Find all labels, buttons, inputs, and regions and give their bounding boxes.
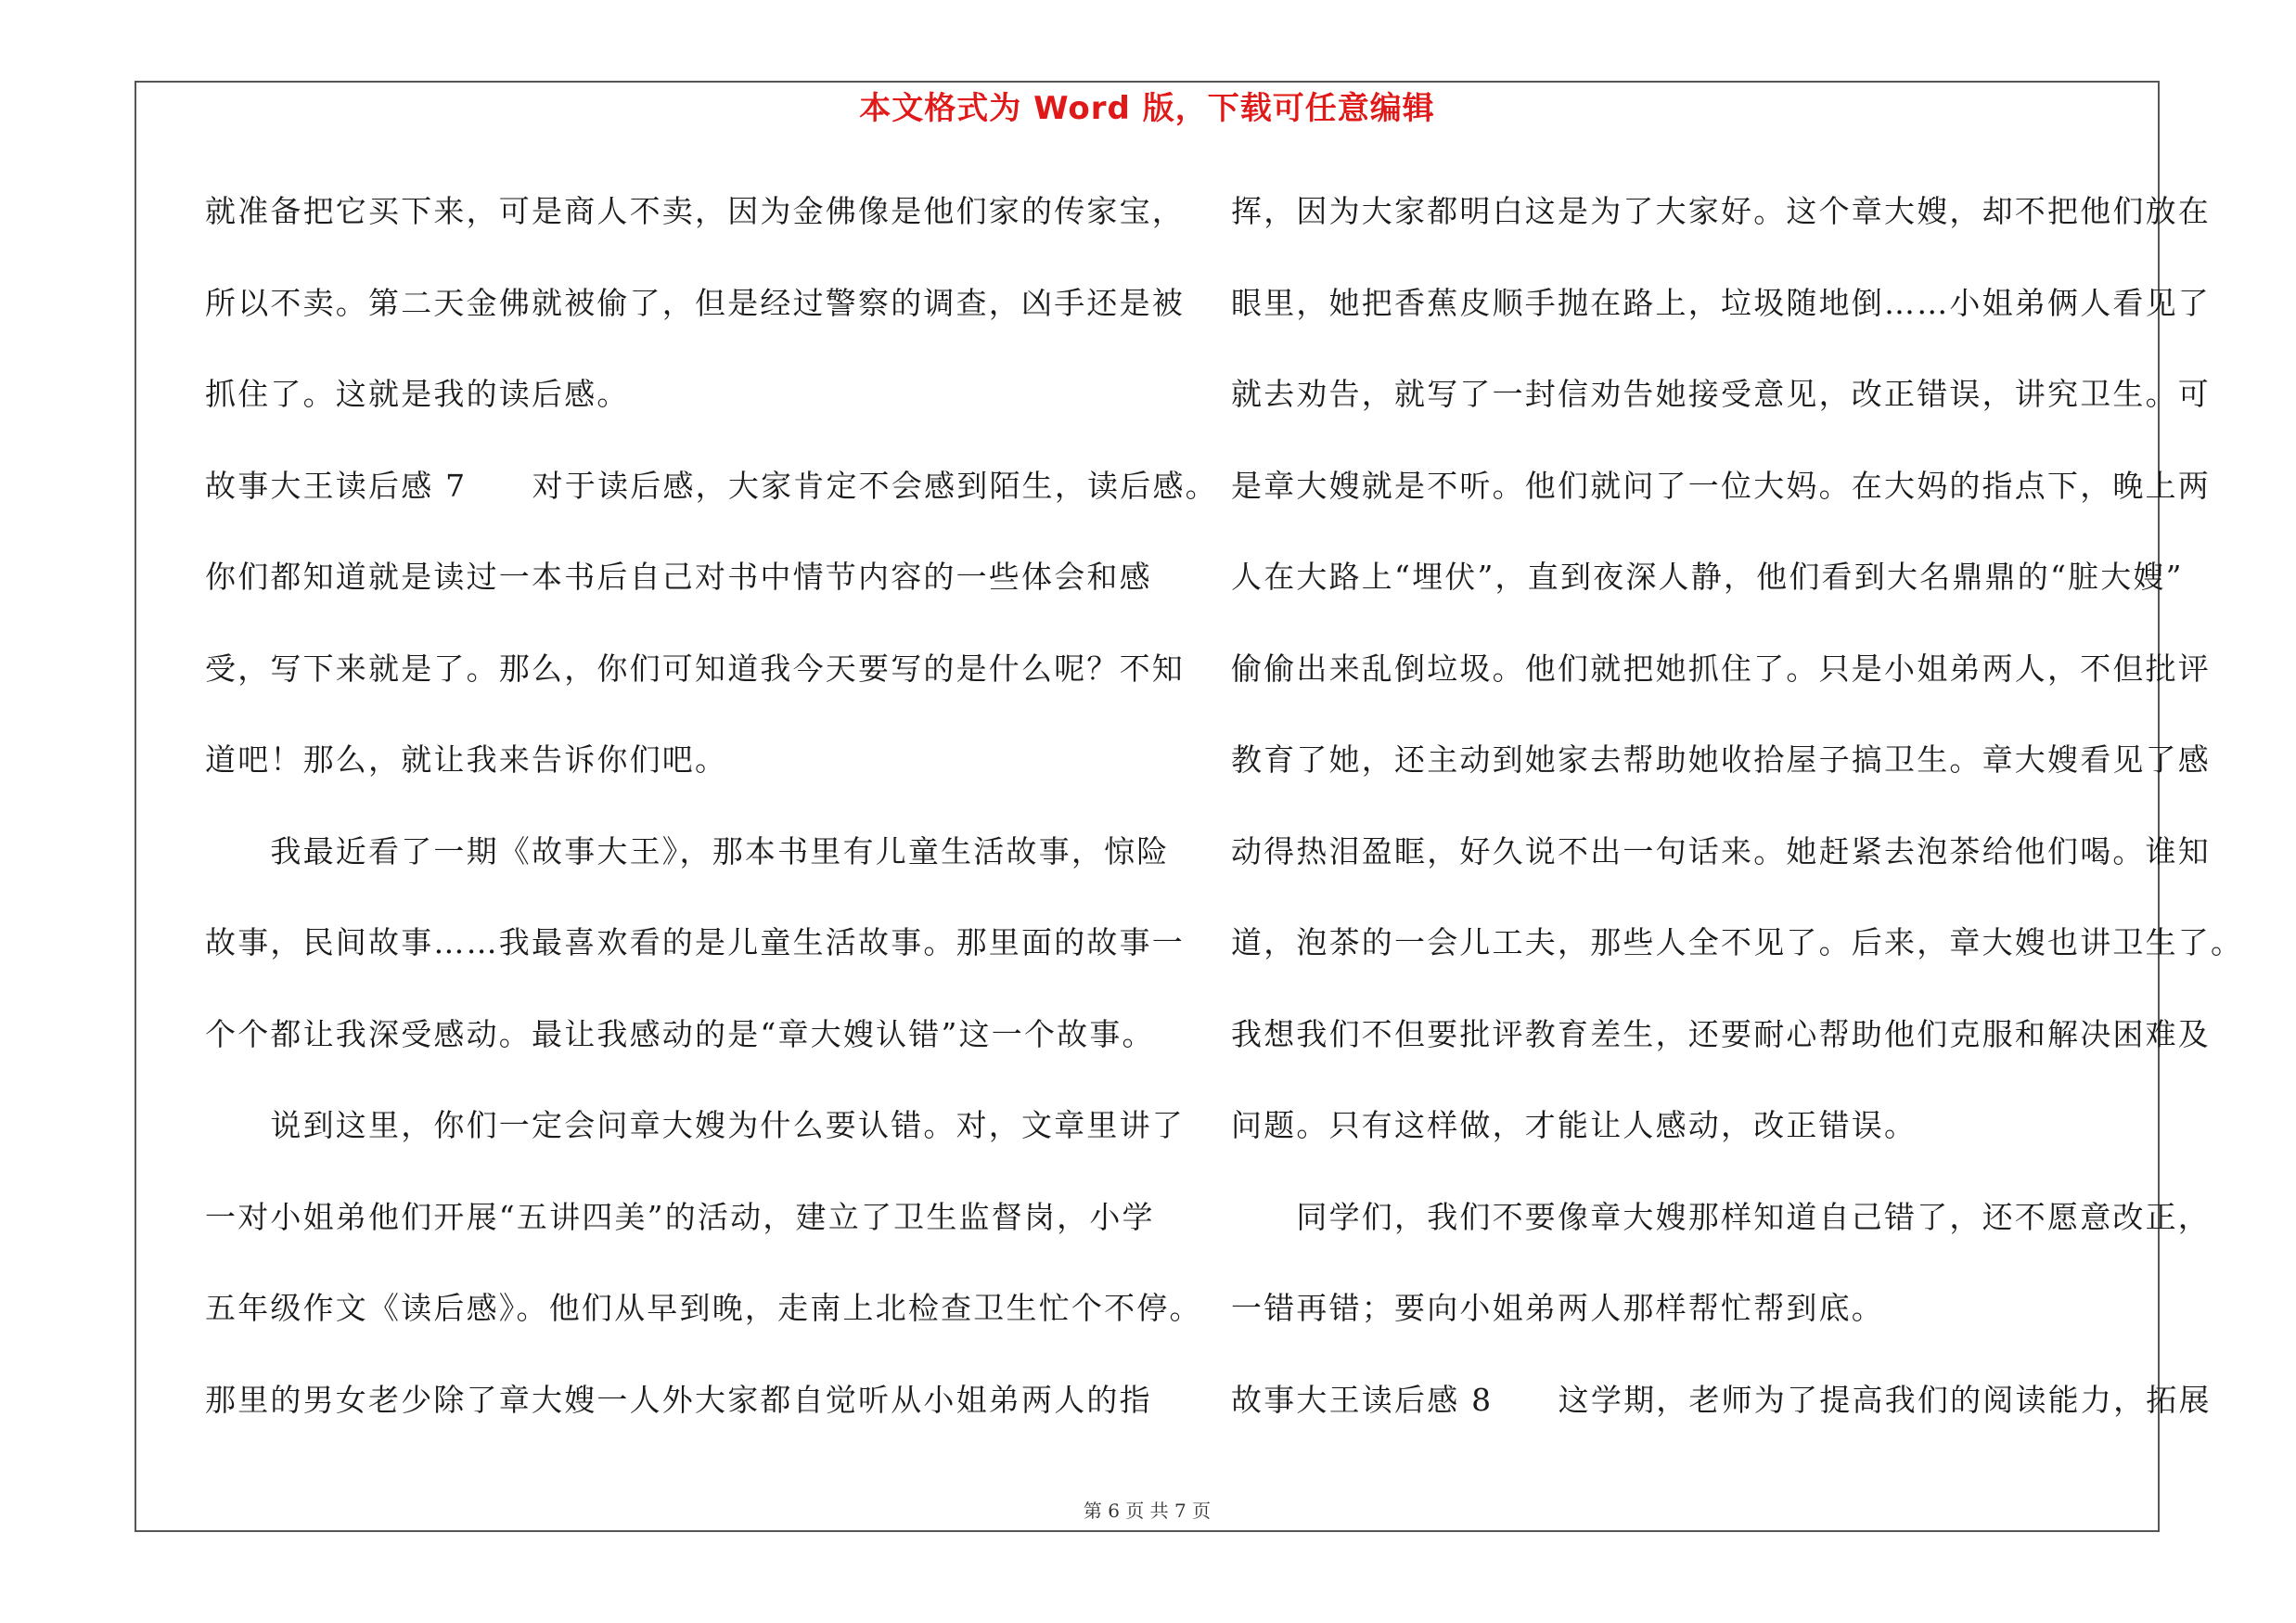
section-heading-line: 故事大王读后感 8 这学期，老师为了提高我们的阅读能力，拓展: [1231, 1381, 2212, 1418]
text-line: 我想我们不但要批评教育差生，还要耐心帮助他们克服和解决困难及: [1231, 1015, 2211, 1052]
text-line: 一错再错；要向小姐弟两人那样帮忙帮到底。: [1231, 1290, 1884, 1326]
text-line: 人在大路上“埋伏”，直到夜深人静，他们看到大名鼎鼎的“脏大嫂”: [1231, 559, 2184, 595]
text-line: 道，泡茶的一会儿工夫，那些人全不见了。后来，章大嫂也讲卫生了。: [1231, 924, 2244, 960]
text-line: 抓住了。这就是我的读后感。: [205, 376, 630, 412]
text-line: 偷偷出来乱倒垃圾。他们就把她抓住了。只是小姐弟两人，不但批评: [1231, 650, 2211, 687]
text-line: 眼里，她把香蕉皮顺手抛在路上，垃圾随地倒……小姐弟俩人看见了: [1231, 284, 2211, 321]
text-line: 所以不卖。第二天金佛就被偷了，但是经过警察的调查，凶手还是被: [205, 284, 1185, 321]
text-line: 故事，民间故事……我最喜欢看的是儿童生活故事。那里面的故事一: [205, 924, 1185, 960]
text-line: 就准备把它买下来，可是商人不卖，因为金佛像是他们家的传家宝，: [205, 193, 1185, 229]
text-line: 同学们，我们不要像章大嫂那样知道自己错了，还不愿意改正，: [1231, 1198, 2211, 1235]
text-line: 你们都知道就是读过一本书后自己对书中情节内容的一些体会和感: [205, 559, 1152, 595]
section-heading-line: 故事大王读后感 7 对于读后感，大家肯定不会感到陌生，读后感。: [205, 467, 1218, 504]
text-line: 动得热泪盈眶，好久说不出一句话来。她赶紧去泡茶给他们喝。谁知: [1231, 832, 2211, 869]
text-line: 就去劝告，就写了一封信劝告她接受意见，改正错误，讲究卫生。可: [1231, 376, 2211, 412]
text-line: 我最近看了一期《故事大王》，那本书里有儿童生活故事，惊险: [205, 832, 1170, 869]
text-line: 受，写下来就是了。那么，你们可知道我今天要写的是什么呢？不知: [205, 650, 1185, 687]
text-line: 一对小姐弟他们开展“五讲四美”的活动，建立了卫生监督岗，小学: [205, 1198, 1155, 1235]
text-line: 个个都让我深受感动。最让我感动的是“章大嫂认错”这一个故事。: [205, 1015, 1155, 1052]
text-line: 问题。只有这样做，才能让人感动，改正错误。: [1231, 1107, 1918, 1143]
text-line: 说到这里，你们一定会问章大嫂为什么要认错。对，文章里讲了: [205, 1107, 1185, 1143]
text-line: 教育了她，还主动到她家去帮助她收拾屋子搞卫生。章大嫂看见了感: [1231, 741, 2211, 778]
right-text-column: [1231, 180, 2244, 1460]
left-text-column: [205, 180, 1218, 1460]
format-banner: 本文格式为 Word 版，下载可任意编辑: [859, 90, 1435, 127]
text-line: 是章大嫂就是不听。他们就问了一位大妈。在大妈的指点下，晚上两: [1231, 467, 2211, 504]
text-line: 道吧！那么，就让我来告诉你们吧。: [205, 741, 728, 778]
text-line: 那里的男女老少除了章大嫂一人外大家都自觉听从小姐弟两人的指: [205, 1381, 1152, 1418]
text-line: 挥，因为大家都明白这是为了大家好。这个章大嫂，却不把他们放在: [1231, 193, 2211, 229]
text-line: 五年级作文《读后感》。他们从早到晚，走南上北检查卫生忙个不停。: [205, 1290, 1202, 1326]
page-number-footer: 第 6 页 共 7 页: [1083, 1500, 1212, 1522]
